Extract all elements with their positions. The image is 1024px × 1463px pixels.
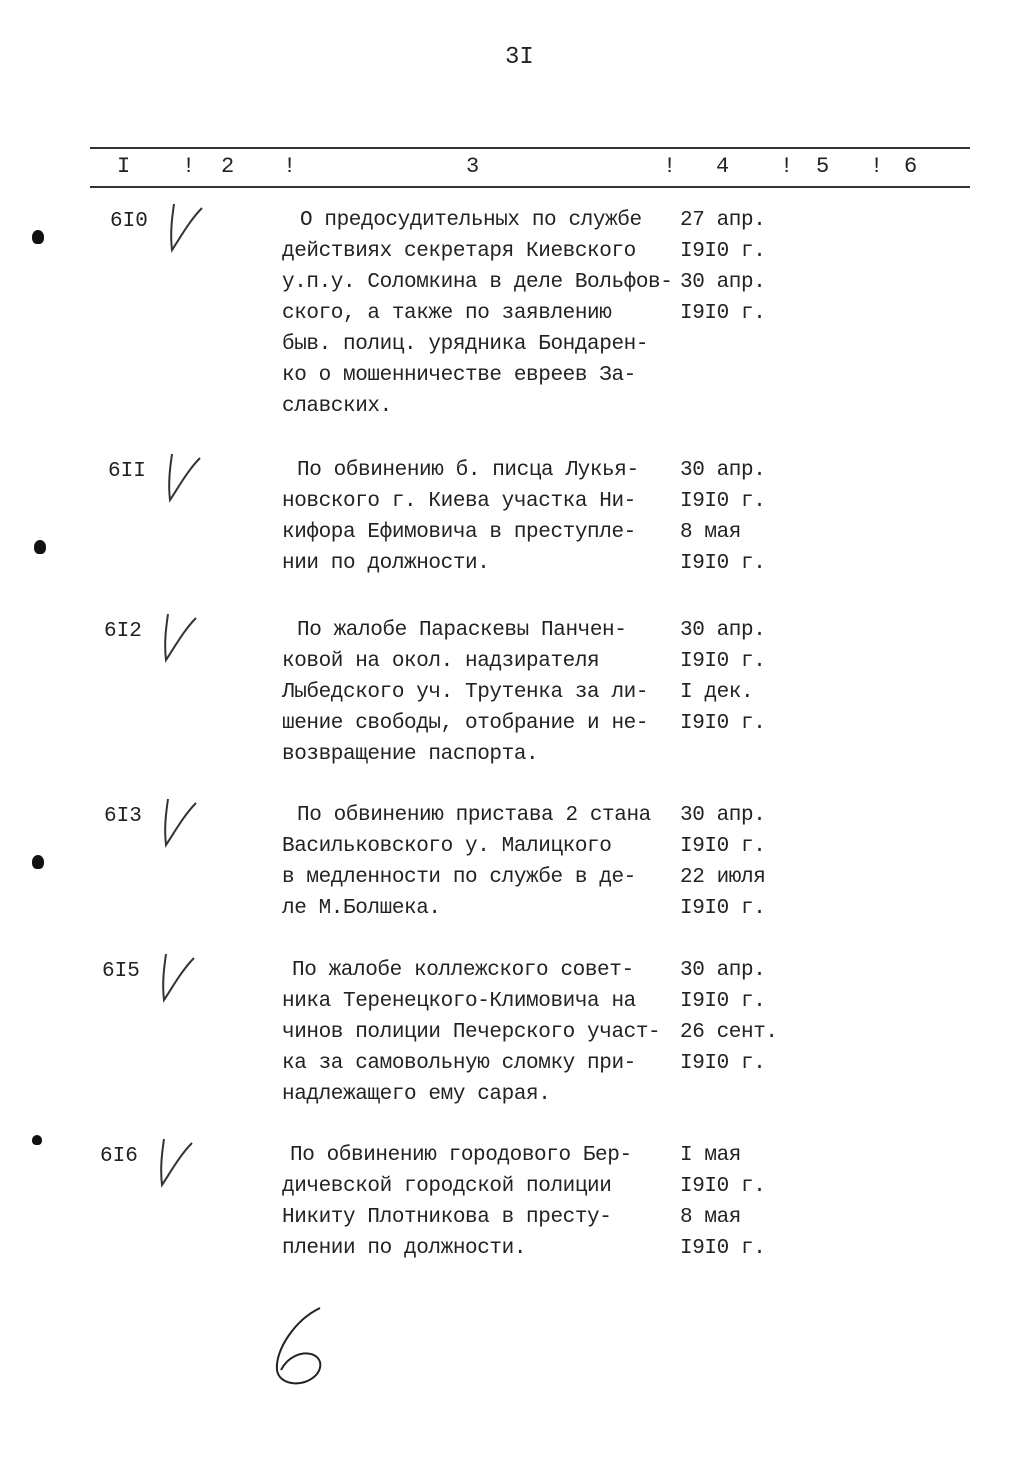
entry-date-line: I9I0 г. [680,897,766,920]
entry-description-line: ского, а также по заявлению [282,302,612,325]
entry-description-line: шение свободы, отобрание и не- [282,712,649,735]
entry-description-line: ле М.Болшека. [282,897,441,920]
punch-hole-mark [32,855,44,869]
entry-date-line: I9I0 г. [680,835,766,858]
entry-date-line: 30 апр. [680,959,766,982]
entry-description-line: у.п.у. Соломкина в деле Вольфов- [282,271,673,294]
handwritten-checkmark-icon [154,793,204,853]
entry-date-line: I9I0 г. [680,490,766,513]
entry-date-line: I9I0 г. [680,712,766,735]
entry-description-line: Васильковского у. Малицкого [282,835,612,858]
entry-description-line: дичевской городской полиции [282,1175,612,1198]
entry-date-line: I9I0 г. [680,1052,766,1075]
entry-description-line: Никиту Плотникова в престу- [282,1206,612,1229]
entry-description-line: ка за самовольную сломку при- [282,1052,636,1075]
entry-date-line: 30 апр. [680,271,766,294]
entry-date-line: I9I0 г. [680,1175,766,1198]
entry-description-line: в медленности по службе в де- [282,866,636,889]
header-col-2: 2 [221,154,235,179]
punch-hole-mark [32,1135,42,1145]
header-col-5: 5 [816,154,830,179]
entry-date-line: I мая [680,1144,742,1167]
entry-date-line: I9I0 г. [680,650,766,673]
header-sep: ! [663,154,677,179]
entry-description-line: кифора Ефимовича в преступле- [282,521,636,544]
entry-description-line: возвращение паспорта. [282,743,539,766]
handwritten-checkmark-icon [154,608,204,668]
header-col-3: 3 [466,154,480,179]
entry-number: 6II [108,460,146,483]
handwritten-total [265,1300,345,1390]
entry-description-line: По жалобе Параскевы Панчен- [297,619,627,642]
entry-date-line: 27 апр. [680,209,766,232]
entry-description-line: Лыбедского уч. Трутенка за ли- [282,681,649,704]
entry-description-line: надлежащего ему сарая. [282,1083,551,1106]
entry-date-line: 8 мая [680,1206,742,1229]
handwritten-checkmark-icon [152,948,202,1008]
entry-description-line: действиях секретаря Киевского [282,240,636,263]
punch-hole-mark [34,540,46,554]
entry-date-line: 30 апр. [680,459,766,482]
entry-date-line: I9I0 г. [680,1237,766,1260]
entry-number: 6I3 [104,805,142,828]
entry-description-line: По жалобе коллежского совет- [292,959,634,982]
entry-date-line: I дек. [680,681,754,704]
entry-number: 6I5 [102,960,140,983]
entry-description-line: По обвинению пристава 2 стана [297,804,651,827]
entry-date-line: 30 апр. [680,804,766,827]
entry-description-line: славских. [282,395,392,418]
handwritten-checkmark-icon [150,1133,200,1193]
entry-date-line: I9I0 г. [680,990,766,1013]
header-sep: ! [780,154,794,179]
table-header-top-rule [90,147,970,149]
entry-number: 6I6 [100,1145,138,1168]
entry-description-line: плении по должности. [282,1237,527,1260]
header-col-1: I [117,154,131,179]
handwritten-checkmark-icon [160,198,210,258]
entry-number: 6I0 [110,210,148,233]
entry-description-line: чинов полиции Печерского участ- [282,1021,661,1044]
entry-date-line: I9I0 г. [680,552,766,575]
table-header-bottom-rule [90,186,970,188]
entry-date-line: 22 июля [680,866,766,889]
header-sep: ! [870,154,884,179]
entry-date-line: 30 апр. [680,619,766,642]
entry-description-line: По обвинению городового Бер- [290,1144,632,1167]
entry-description-line: нии по должности. [282,552,490,575]
entry-description-line: новского г. Киева участка Ни- [282,490,636,513]
entry-description-line: По обвинению б. писца Лукья- [297,459,639,482]
entry-date-line: I9I0 г. [680,302,766,325]
entry-description-line: О предосудительных по службе [300,209,642,232]
entry-number: 6I2 [104,620,142,643]
header-sep: ! [182,154,196,179]
header-col-4: 4 [716,154,730,179]
entry-date-line: 26 сент. [680,1021,778,1044]
page-number: 3I [505,44,534,71]
header-sep: ! [283,154,297,179]
entry-description-line: ко о мошенничестве евреев За- [282,364,636,387]
header-col-6: 6 [904,154,918,179]
punch-hole-mark [32,230,44,244]
entry-description-line: ника Теренецкого-Климовича на [282,990,636,1013]
handwritten-checkmark-icon [158,448,208,508]
entry-description-line: ковой на окол. надзирателя [282,650,600,673]
entry-date-line: 8 мая [680,521,742,544]
entry-date-line: I9I0 г. [680,240,766,263]
entry-description-line: быв. полиц. урядника Бондарен- [282,333,649,356]
